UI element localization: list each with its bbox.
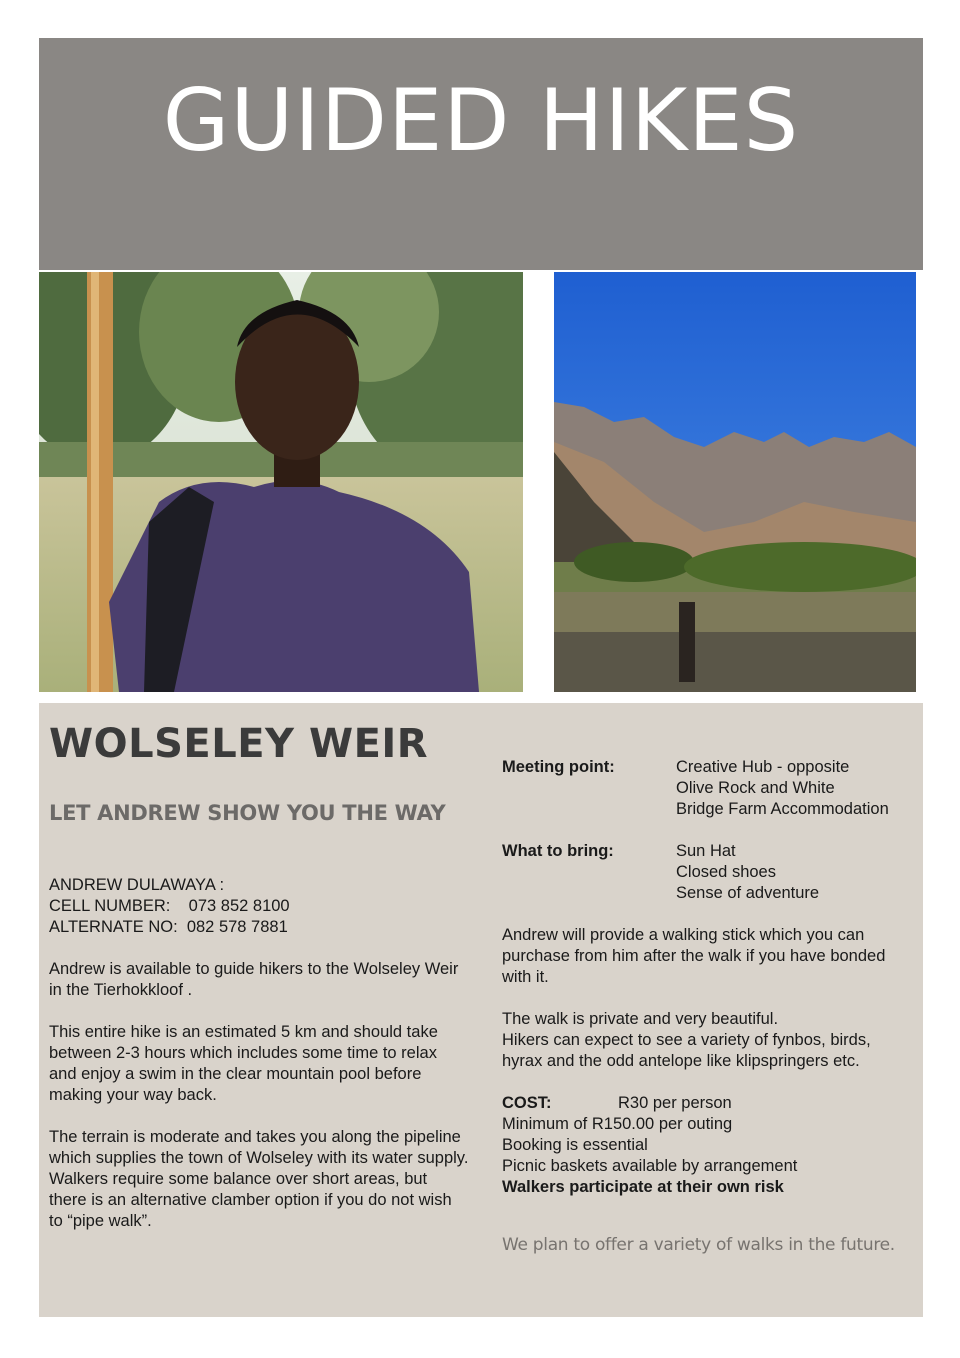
meeting-point-values bbox=[676, 757, 889, 820]
meeting-point-row bbox=[502, 757, 912, 820]
contact-block bbox=[49, 875, 469, 938]
wildlife-block bbox=[502, 1009, 912, 1072]
header-banner bbox=[39, 38, 923, 270]
right-column bbox=[502, 757, 912, 1198]
hike-title: WOLSELEY WEIR bbox=[49, 721, 429, 767]
wildlife-text: Hikers can expect to see a variety of fynbos, birds, hyrax and the odd antelope like klipspringers etc. bbox=[502, 1031, 871, 1070]
mountain-photo-drawing bbox=[554, 272, 916, 692]
alternate-number: ALTERNATE NO: 082 578 7881 bbox=[49, 918, 288, 936]
private-walk-text: The walk is private and very beautiful. bbox=[502, 1010, 779, 1028]
cost-value: R30 per person bbox=[618, 1094, 732, 1112]
bring-item: Closed shoes bbox=[676, 863, 776, 881]
info-panel bbox=[39, 703, 923, 1317]
what-to-bring-row bbox=[502, 841, 912, 904]
what-to-bring-values bbox=[676, 841, 819, 904]
terrain-paragraph: The terrain is moderate and takes you along the pipeline which supplies the town of Wolseley with its water supply. Walkers require some balance over short areas, but there is an alternative clamber option if you do not wish to “pipe walk”. bbox=[49, 1128, 469, 1230]
minimum-text: Minimum of R150.00 per outing bbox=[502, 1115, 733, 1133]
risk-text: Walkers participate at their own risk bbox=[502, 1178, 784, 1196]
booking-text: Booking is essential bbox=[502, 1136, 648, 1154]
page-title: GUIDED HIKES bbox=[162, 71, 800, 171]
future-walks-note: We plan to offer a variety of walks in the future. bbox=[502, 1235, 895, 1255]
intro-paragraph: Andrew is available to guide hikers to the Wolseley Weir in the Tierhokkloof . bbox=[49, 960, 459, 999]
what-to-bring-label: What to bring: bbox=[502, 842, 614, 860]
guide-name: ANDREW DULAWAYA : bbox=[49, 876, 225, 894]
cost-block bbox=[502, 1093, 912, 1198]
left-column bbox=[49, 875, 469, 1253]
bring-item: Sense of adventure bbox=[676, 884, 820, 902]
cell-number: CELL NUMBER: 073 852 8100 bbox=[49, 897, 290, 915]
meeting-point-label: Meeting point: bbox=[502, 758, 615, 776]
meeting-line: Bridge Farm Accommodation bbox=[676, 800, 889, 818]
meeting-line: Creative Hub - opposite bbox=[676, 758, 850, 776]
bring-item: Sun Hat bbox=[676, 842, 736, 860]
mountain-landscape-image bbox=[554, 272, 916, 692]
cost-line bbox=[502, 1093, 912, 1114]
meeting-line: Olive Rock and White bbox=[676, 779, 835, 797]
guide-portrait-image bbox=[39, 272, 523, 692]
cost-label: COST: bbox=[502, 1094, 552, 1112]
portrait-photo-drawing bbox=[39, 272, 523, 692]
picnic-text: Picnic baskets available by arrangement bbox=[502, 1157, 798, 1175]
duration-paragraph: This entire hike is an estimated 5 km and should take between 2-3 hours which includes some time to relax and enjoy a swim in the clear mountain pool before making your way back. bbox=[49, 1023, 438, 1104]
hike-subtitle: LET ANDREW SHOW YOU THE WAY bbox=[49, 801, 446, 825]
walking-stick-paragraph: Andrew will provide a walking stick which you can purchase from him after the walk if you have bonded with it. bbox=[502, 926, 886, 986]
